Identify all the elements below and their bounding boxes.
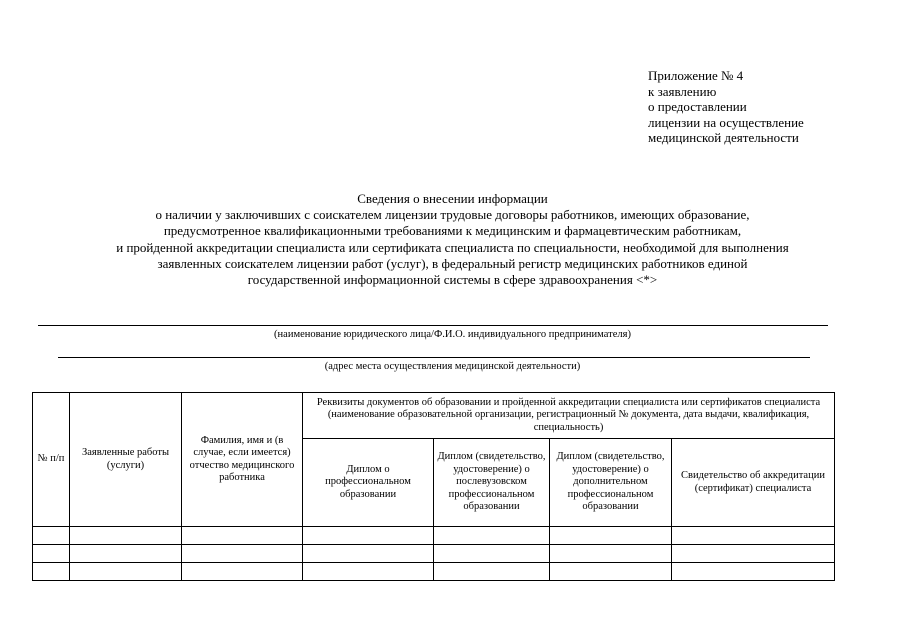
table-cell[interactable] xyxy=(434,545,550,563)
title-line: заявленных соискателем лицензии работ (услуг), в федеральный регистр медицинских работников единой xyxy=(157,255,748,271)
title-line: о наличии у заключивших с соискателем лицензии трудовые договоры работников, имеющих образование, xyxy=(155,207,750,223)
header-name: Фамилия, имя и (в случае, если имеется) отчество медицинского работника xyxy=(182,393,303,527)
appendix-line: медицинской деятельности xyxy=(648,130,799,145)
appendix-note xyxy=(648,68,804,146)
table-cell[interactable] xyxy=(672,545,835,563)
subheader-diploma-postgrad: Диплом (свидетельство, удостоверение) о послевузовском профессиональном образовании xyxy=(434,439,550,527)
subheader-diploma-additional: Диплом (свидетельство, удостоверение) о дополнительном профессиональном образовании xyxy=(550,439,672,527)
table-cell[interactable] xyxy=(550,545,672,563)
table-cell[interactable] xyxy=(182,527,303,545)
table-cell[interactable] xyxy=(672,563,835,581)
table-cell[interactable] xyxy=(303,527,434,545)
appendix-line: лицензии на осуществление xyxy=(648,114,804,130)
title-line: предусмотренное квалификационными требованиями к медицинским и фармацевтическим работникам, xyxy=(163,223,742,239)
table-row xyxy=(33,527,835,545)
appendix-line: к заявлению xyxy=(648,83,717,99)
title-line: Сведения о внесении информации xyxy=(357,191,548,206)
address-caption: (адрес места осуществления медицинской деятельности) xyxy=(324,361,581,372)
table-cell[interactable] xyxy=(33,563,70,581)
header-requisites: Реквизиты документов об образовании и пройденной аккредитации специалиста или сертификатов специалиста (наименование образовательной организации, регистрационный № документа, дата выдачи, квалификация, специальность) xyxy=(303,393,835,439)
appendix-line: Приложение № 4 xyxy=(648,68,744,83)
table-cell[interactable] xyxy=(33,545,70,563)
table-cell[interactable] xyxy=(434,563,550,581)
address-fill-line xyxy=(58,357,810,358)
table-cell[interactable] xyxy=(70,563,182,581)
title-line: и пройденной аккредитации специалиста или сертификата специалиста по специальности, необходимой для выполнения xyxy=(116,239,789,255)
subheader-diploma-prof: Диплом о профессиональном образовании xyxy=(303,439,434,527)
table-cell[interactable] xyxy=(33,527,70,545)
table-cell[interactable] xyxy=(70,545,182,563)
table-cell[interactable] xyxy=(70,527,182,545)
table-cell[interactable] xyxy=(672,527,835,545)
table-cell[interactable] xyxy=(550,527,672,545)
appendix-line: о предоставлении xyxy=(648,99,747,114)
table-cell[interactable] xyxy=(182,563,303,581)
header-works: Заявленные работы (услуги) xyxy=(70,393,182,527)
table-cell[interactable] xyxy=(303,563,434,581)
subheader-accreditation: Свидетельство об аккредитации (сертификат) специалиста xyxy=(672,439,835,527)
header-number: № п/п xyxy=(33,393,70,527)
table-cell[interactable] xyxy=(550,563,672,581)
table-cell[interactable] xyxy=(303,545,434,563)
organization-fill-line xyxy=(38,325,828,326)
title-line: государственной информационной системы в сфере здравоохранения <*> xyxy=(247,272,658,288)
staff-table xyxy=(32,392,835,581)
table-row xyxy=(33,563,835,581)
table-row xyxy=(33,545,835,563)
table-cell[interactable] xyxy=(182,545,303,563)
organization-caption: (наименование юридического лица/Ф.И.О. индивидуального предпринимателя) xyxy=(274,329,631,340)
table-cell[interactable] xyxy=(434,527,550,545)
document-title xyxy=(20,191,885,288)
